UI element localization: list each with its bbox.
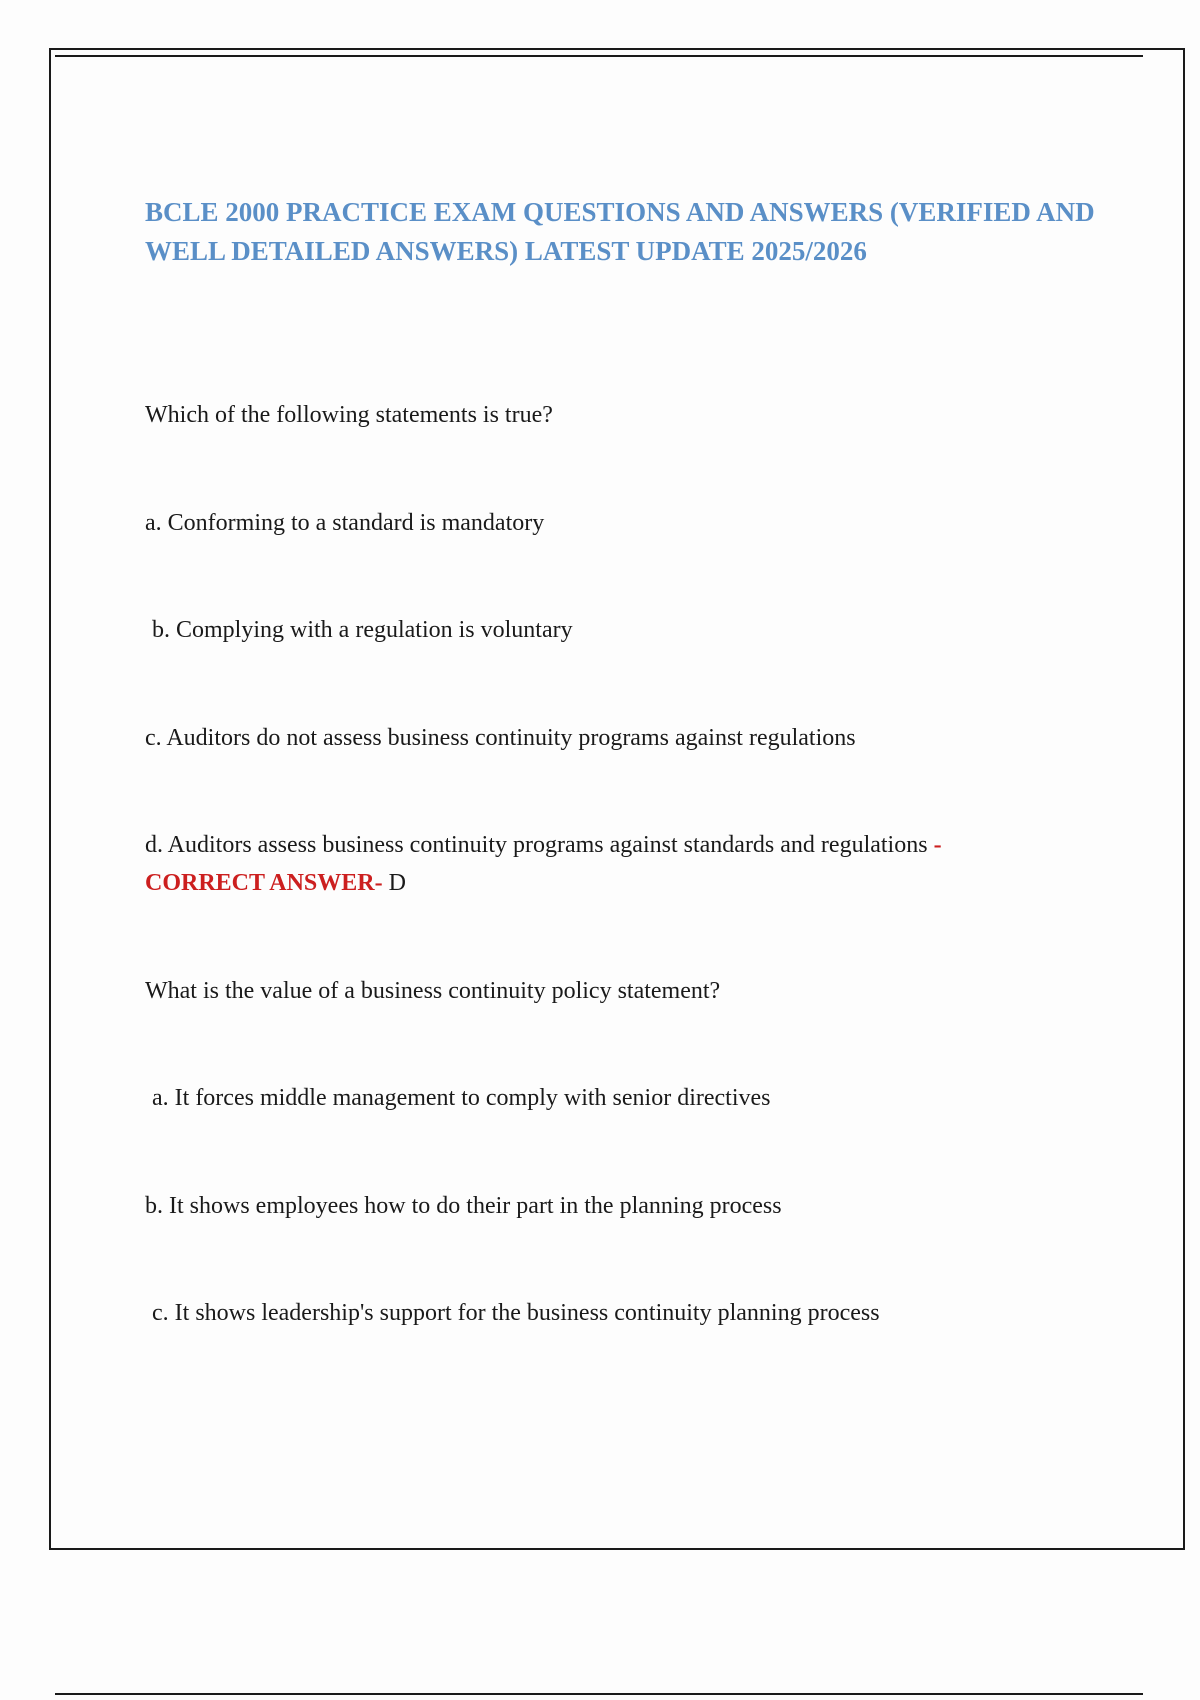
question-2-option-b: b. It shows employees how to do their part in the planning process bbox=[145, 1193, 782, 1219]
document-title: BCLE 2000 PRACTICE EXAM QUESTIONS AND ANSWERS (VERIFIED AND WELL DETAILED ANSWERS) LATEST UPDATE 2025/2026 bbox=[145, 197, 1095, 266]
correct-answer-value: D bbox=[382, 870, 406, 896]
question-1-option-c: c. Auditors do not assess business continuity programs against regulations bbox=[145, 725, 856, 751]
correct-answer-label: CORRECT ANSWER- bbox=[145, 870, 383, 896]
question-2-option-a: a. It forces middle management to comply with senior directives bbox=[152, 1085, 771, 1111]
question-1-prompt: Which of the following statements is true? bbox=[145, 402, 553, 428]
answer-dash: - bbox=[933, 832, 942, 858]
question-1-option-a: a. Conforming to a standard is mandatory bbox=[145, 510, 545, 536]
bottom-rule bbox=[55, 1693, 1143, 1695]
question-2-option-c: c. It shows leadership's support for the business continuity planning process bbox=[152, 1300, 880, 1326]
option-d-text: d. Auditors assess business continuity programs against standards and regulations bbox=[145, 832, 928, 858]
question-1-option-d bbox=[145, 826, 1105, 902]
question-1-option-b: b. Complying with a regulation is voluntary bbox=[152, 617, 573, 643]
question-2-prompt: What is the value of a business continuity policy statement? bbox=[145, 978, 721, 1004]
top-rule bbox=[55, 55, 1143, 57]
